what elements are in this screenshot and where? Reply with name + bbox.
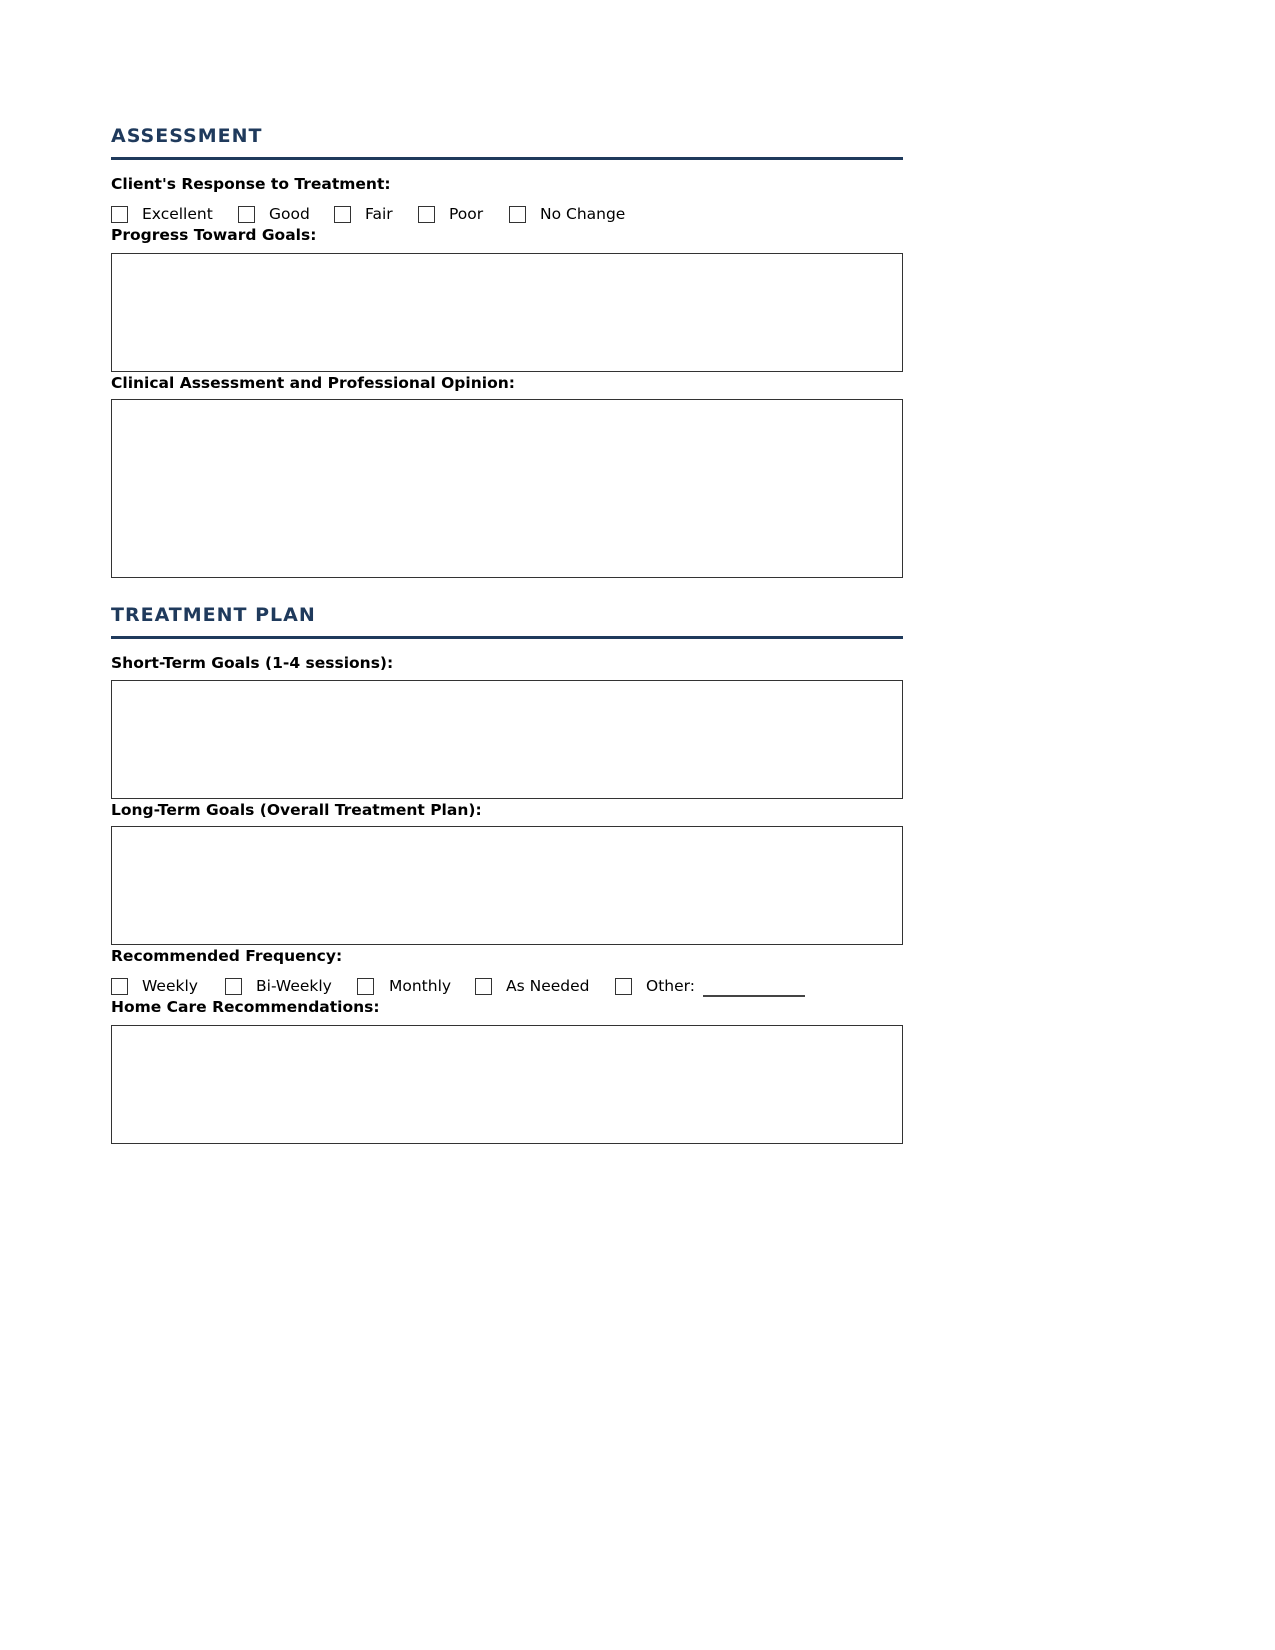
- frequency-weekly-checkbox[interactable]: [111, 978, 128, 995]
- clinical-label: Clinical Assessment and Professional Opinion:: [111, 374, 515, 392]
- assessment-divider: [111, 157, 903, 160]
- response-good-label: Good: [269, 205, 310, 223]
- frequency-monthly-label: Monthly: [389, 977, 452, 995]
- response-fair-label: Fair: [365, 205, 393, 223]
- frequency-other-checkbox[interactable]: [615, 978, 632, 995]
- frequency-label: Recommended Frequency:: [111, 947, 343, 965]
- frequency-other-blank[interactable]: [703, 995, 805, 997]
- progress-textarea[interactable]: [111, 253, 903, 372]
- treatment-plan-divider: [111, 636, 903, 639]
- frequency-monthly-checkbox[interactable]: [357, 978, 374, 995]
- frequency-weekly-label: Weekly: [142, 977, 198, 995]
- response-excellent-label: Excellent: [142, 205, 213, 223]
- response-no-change-label: No Change: [540, 205, 626, 223]
- home-care-textarea[interactable]: [111, 1025, 903, 1144]
- response-poor-checkbox[interactable]: [418, 206, 435, 223]
- response-good-checkbox[interactable]: [238, 206, 255, 223]
- short-term-textarea[interactable]: [111, 680, 903, 799]
- response-poor-label: Poor: [449, 205, 484, 223]
- response-no-change-checkbox[interactable]: [509, 206, 526, 223]
- assessment-heading: ASSESSMENT: [111, 125, 263, 147]
- frequency-as-needed-label: As Needed: [506, 977, 590, 995]
- home-care-label: Home Care Recommendations:: [111, 998, 380, 1016]
- frequency-other-label: Other:: [646, 977, 695, 995]
- frequency-biweekly-checkbox[interactable]: [225, 978, 242, 995]
- response-excellent-checkbox[interactable]: [111, 206, 128, 223]
- progress-label: Progress Toward Goals:: [111, 226, 317, 244]
- long-term-label: Long-Term Goals (Overall Treatment Plan):: [111, 801, 482, 819]
- response-label: Client's Response to Treatment:: [111, 175, 391, 193]
- response-fair-checkbox[interactable]: [334, 206, 351, 223]
- short-term-label: Short-Term Goals (1-4 sessions):: [111, 654, 394, 672]
- frequency-as-needed-checkbox[interactable]: [475, 978, 492, 995]
- frequency-biweekly-label: Bi-Weekly: [256, 977, 332, 995]
- clinical-textarea[interactable]: [111, 399, 903, 578]
- long-term-textarea[interactable]: [111, 826, 903, 945]
- treatment-plan-heading: TREATMENT PLAN: [111, 604, 316, 626]
